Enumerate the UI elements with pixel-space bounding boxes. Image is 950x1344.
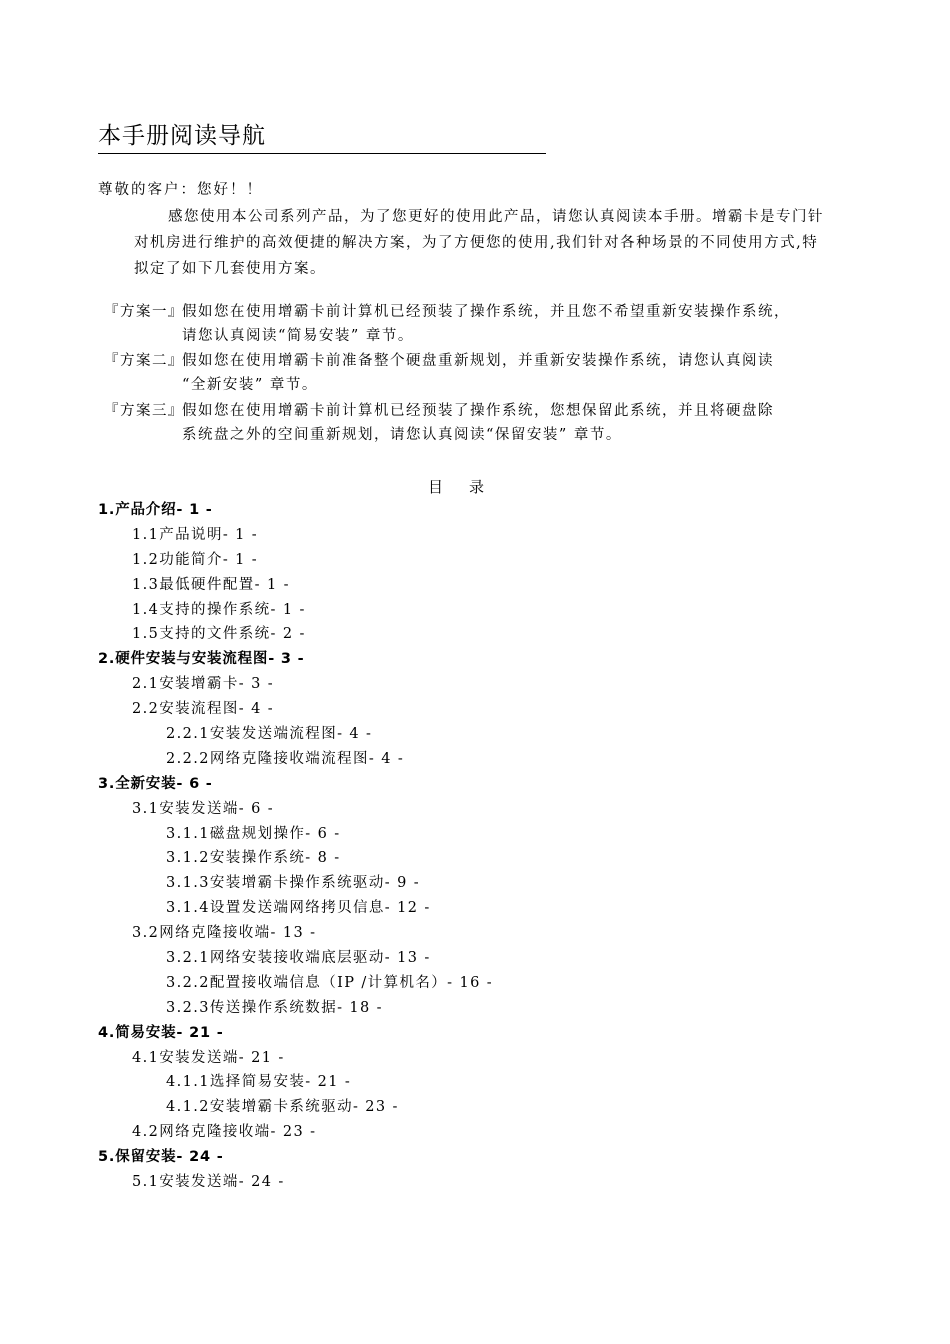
greeting: 尊敬的客户：您好！！	[98, 182, 263, 198]
plan-line: 假如您在使用增霸卡前准备整个硬盘重新规划，并重新安装操作系统，请您认真阅读	[182, 353, 774, 369]
toc-entry[interactable]: 4.2网络克隆接收端- 23 -	[132, 1124, 317, 1141]
plan-line: 假如您在使用增霸卡前计算机已经预装了操作系统，并且您不希望重新安装操作系统，	[182, 304, 790, 320]
toc-entry[interactable]: 3.1.4设置发送端网络拷贝信息- 12 -	[166, 900, 431, 917]
plan-text	[182, 399, 844, 447]
toc-entry[interactable]: 1.产品介绍- 1 -	[98, 502, 213, 518]
toc-entry[interactable]: 2.2.1安装发送端流程图- 4 -	[166, 726, 373, 743]
toc-entry[interactable]: 3.2.1网络安装接收端底层驱动- 13 -	[166, 950, 431, 967]
toc-entry[interactable]: 1.3最低硬件配置- 1 -	[132, 576, 290, 593]
plan-line: 请您认真阅读“简易安装” 章节。	[182, 328, 414, 344]
toc-entry[interactable]: 3.全新安装- 6 -	[98, 775, 213, 792]
toc-entry[interactable]: 1.1产品说明- 1 -	[132, 526, 259, 543]
toc-entry[interactable]: 5.保留安装- 24 -	[98, 1149, 224, 1166]
plan-line: “全新安装” 章节。	[182, 377, 318, 393]
plan-tag: 『方案三』	[104, 403, 184, 419]
toc-entry[interactable]: 4.1安装发送端- 21 -	[132, 1049, 285, 1066]
toc-entry[interactable]: 3.1.3安装增霸卡操作系统驱动- 9 -	[166, 875, 421, 892]
toc-entry[interactable]: 2.2安装流程图- 4 -	[132, 701, 275, 718]
plan-line: 假如您在使用增霸卡前计算机已经预装了操作系统，您想保留此系统，并且将硬盘除	[182, 403, 774, 419]
plan-tag: 『方案二』	[104, 353, 184, 369]
toc-entry[interactable]: 4.简易安装- 21 -	[98, 1024, 224, 1041]
toc-entry[interactable]: 2.1安装增霸卡- 3 -	[132, 676, 275, 693]
toc-entry[interactable]: 5.1安装发送端- 24 -	[132, 1174, 285, 1191]
toc-entry[interactable]: 2.硬件安装与安装流程图- 3 -	[98, 651, 305, 668]
toc-entry[interactable]: 1.5支持的文件系统- 2 -	[132, 626, 306, 643]
toc-entry[interactable]: 3.1.2安装操作系统- 8 -	[166, 850, 341, 867]
toc-entry[interactable]: 2.2.2网络克隆接收端流程图- 4 -	[166, 750, 405, 767]
toc-entry[interactable]: 1.2功能简介- 1 -	[132, 551, 259, 568]
plan-line: 系统盘之外的空间重新规划，请您认真阅读“保留安装” 章节。	[182, 427, 622, 443]
page-title: 本手册阅读导航	[98, 120, 546, 154]
toc-entry[interactable]: 3.2.2配置接收端信息（IP /计算机名）- 16 -	[166, 974, 494, 991]
toc-entry[interactable]: 3.2网络克隆接收端- 13 -	[132, 925, 317, 942]
toc-entry[interactable]: 4.1.2安装增霸卡系统驱动- 23 -	[166, 1099, 399, 1116]
table-of-contents	[98, 498, 493, 1195]
toc-entry[interactable]: 1.4支持的操作系统- 1 -	[132, 601, 306, 618]
intro-paragraph: 感您使用本公司系列产品，为了您更好的使用此产品，请您认真阅读本手册。增霸卡是专门针对机房进行维护的高效便捷的解决方案，为了方便您的使用,我们针对各种场景的不同使用方式,特拟定了如下几套使用方案。	[134, 209, 824, 277]
toc-entry[interactable]: 3.1.1磁盘规划操作- 6 -	[166, 825, 341, 842]
plan-text	[182, 349, 844, 397]
toc-heading: 目录	[428, 478, 511, 496]
toc-entry[interactable]: 3.1安装发送端- 6 -	[132, 800, 275, 817]
plan-text	[182, 300, 844, 348]
toc-entry[interactable]: 4.1.1选择简易安装- 21 -	[166, 1074, 352, 1091]
toc-entry[interactable]: 3.2.3传送操作系统数据- 18 -	[166, 999, 383, 1016]
plan-tag: 『方案一』	[104, 304, 184, 320]
